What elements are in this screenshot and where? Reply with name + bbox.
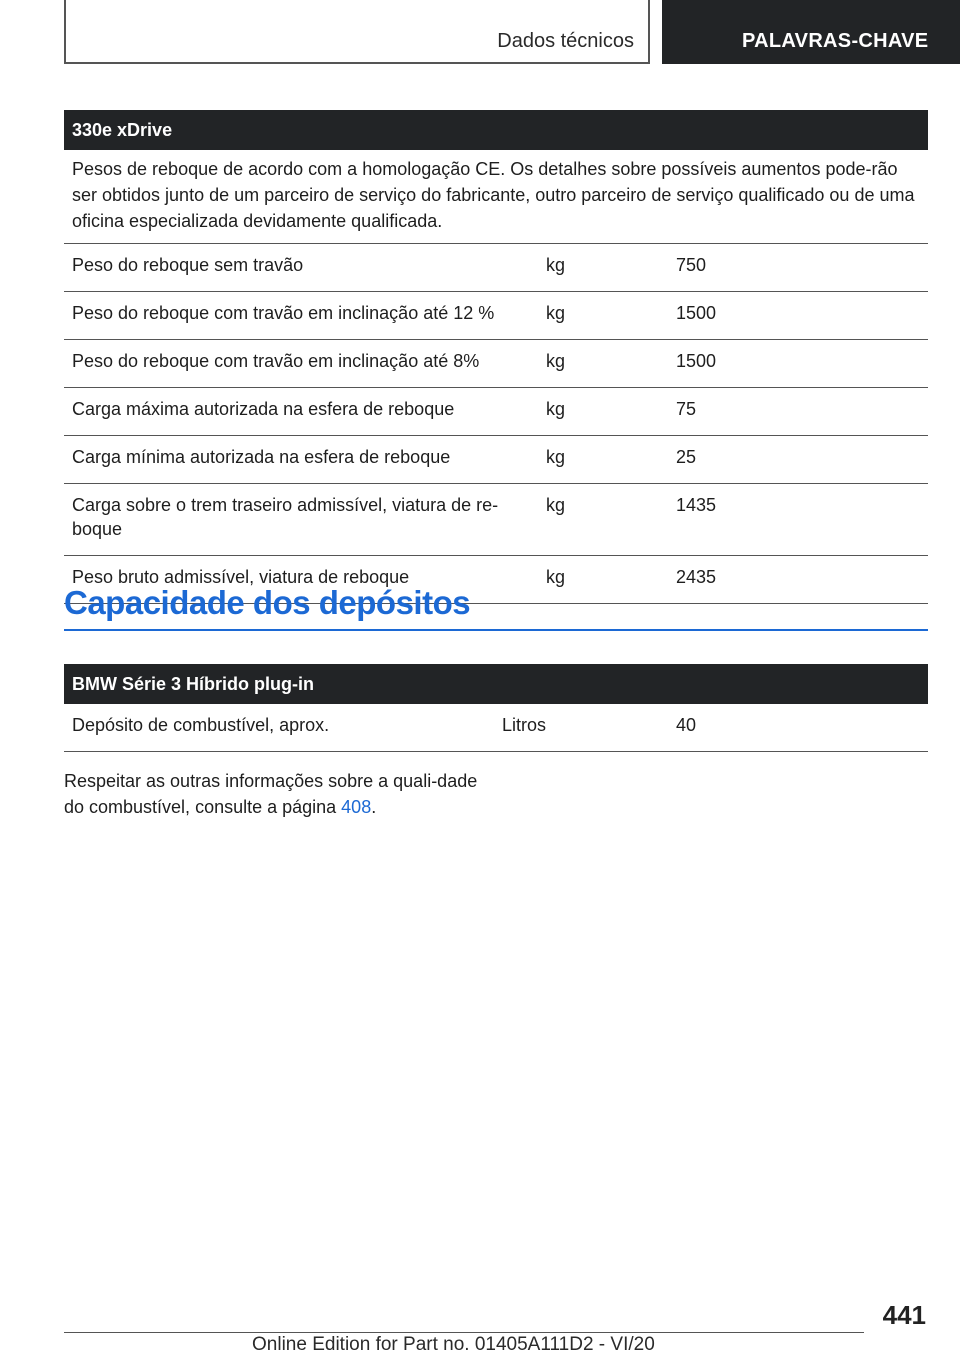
row-label: Carga sobre o trem traseiro admissível, viatura de re-boque xyxy=(72,495,499,539)
fuel-quality-note xyxy=(64,768,484,820)
row-value: 75 xyxy=(676,399,697,419)
row-label: Depósito de combustível, aprox. xyxy=(72,715,330,735)
row-unit: kg xyxy=(546,495,566,515)
towing-table-note: Pesos de reboque de acordo com a homologação CE. Os detalhes sobre possíveis aumentos pode-rão ser obtidos junto de um parceiro de serviço do fabricante, outro parceiro de serviço qualificado ou de uma oficina especializada devidamente qualificada. xyxy=(64,150,928,244)
tank-table-title: BMW Série 3 Híbrido plug-in xyxy=(64,664,928,704)
page-link[interactable]: 408 xyxy=(341,797,372,817)
note-end: . xyxy=(371,797,377,817)
table-row xyxy=(64,388,928,436)
row-unit: Litros xyxy=(502,715,547,735)
table-row xyxy=(64,292,928,340)
towing-table-title: 330e xDrive xyxy=(64,110,928,150)
row-label: Carga máxima autorizada na esfera de reboque xyxy=(72,399,455,419)
row-unit: kg xyxy=(546,447,566,467)
row-value: 750 xyxy=(676,255,707,275)
row-value: 25 xyxy=(676,447,697,467)
row-unit: kg xyxy=(546,255,566,275)
page-number: 441 xyxy=(882,1300,926,1330)
row-value: 40 xyxy=(676,715,697,735)
row-value: 2435 xyxy=(676,567,717,587)
footer-divider xyxy=(64,1332,864,1333)
row-unit: kg xyxy=(546,567,566,587)
table-row xyxy=(64,484,928,556)
row-label: Peso do reboque sem travão xyxy=(72,255,304,275)
row-unit: kg xyxy=(546,399,566,419)
row-value: 1435 xyxy=(676,495,717,515)
keywords-label[interactable]: PALAVRAS-CHAVE xyxy=(742,30,929,52)
table-row xyxy=(64,244,928,292)
table-row xyxy=(64,704,928,752)
tank-table xyxy=(64,664,928,752)
note-text: Respeitar as outras informações sobre a quali-dade do combustível, consulte a página xyxy=(64,771,478,817)
row-label: Peso bruto admissível, viatura de reboque xyxy=(72,567,410,587)
section-heading: Capacidade dos depósitos xyxy=(64,584,928,631)
keywords-tab[interactable] xyxy=(662,0,960,64)
section-label: Dados técnicos xyxy=(497,30,634,52)
row-value: 1500 xyxy=(676,351,717,371)
row-unit: kg xyxy=(546,351,566,371)
edition-text: Online Edition for Part no. 01405A111D2 - VI/20 xyxy=(252,1334,655,1355)
table-row xyxy=(64,436,928,484)
table-row xyxy=(64,340,928,388)
row-label: Peso do reboque com travão em inclinação até 8% xyxy=(72,351,480,371)
row-unit: kg xyxy=(546,303,566,323)
row-label: Peso do reboque com travão em inclinação até 12 % xyxy=(72,303,495,323)
row-value: 1500 xyxy=(676,303,717,323)
towing-table xyxy=(64,110,928,604)
header-section-tab xyxy=(64,0,650,64)
row-label: Carga mínima autorizada na esfera de reboque xyxy=(72,447,451,467)
